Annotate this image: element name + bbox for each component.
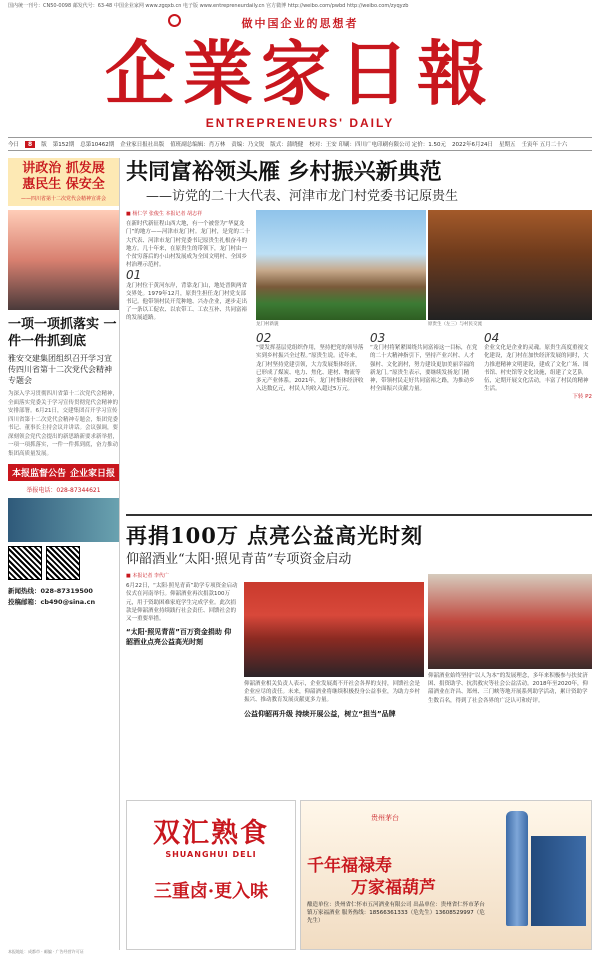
qr-code-icon[interactable]	[8, 546, 42, 580]
info-item: 责编：乃文锐	[231, 142, 265, 148]
story2-column-3: 仰韶酒业始终坚持“以人为本”的发展理念，多年来积极参与扶贫济困、捐资助学、抗洪救灾等社会公益活动。2018年至2020年，仰韶酒业在许昌、郑州、三门峡等地开展系列助学活动，累计资助学生数百名，得到了社会各界的广泛认可和好评。	[428, 673, 588, 704]
left-sidebar	[8, 158, 120, 950]
story-column-4: 04 企业文化是企业的灵魂。原贵生高度重视文化建设，龙门村在加快经济发展的同时，大力推进精神文明建设，建成了文化广场、图书馆、村史馆等文化设施，组建了文艺队伍，定期开展文化活动，丰富了村民的精神生活。 下转 P2	[484, 332, 592, 401]
story-column-3: 03 “龙门村将紧紧围绕共同富裕这一目标，在党的二十大精神指引下，坚持产业兴村、人才强村、文化润村，努力建设更加美丽幸福的新龙门。”原贵生表示，要继续发扬龙门精神，带领村民走好共同富裕之路，为推动乡村全面振兴贡献力量。	[370, 332, 478, 393]
info-item: 版	[41, 142, 47, 148]
promo-sub: ——四川省第十二次党代会精神宣讲会	[20, 196, 106, 202]
ad2-brand: 贵州茅台	[371, 814, 399, 822]
byline: ■ 杨仁学 张俊生 本报记者 胡志祥	[126, 211, 203, 217]
page-count-badge: 8	[25, 141, 35, 148]
issue-info-bar	[8, 137, 592, 151]
promo-banner[interactable]	[8, 158, 119, 206]
section-divider	[126, 514, 592, 516]
story2-pull-quote: “太阳·照见青苗”百万资金捐助 仰韶酒业点亮公益高光时刻	[126, 628, 232, 647]
info-item: 版式：蒲晓健	[270, 142, 304, 148]
qr-code-icon[interactable]	[46, 546, 80, 580]
second-story	[126, 568, 592, 788]
main-content	[126, 158, 592, 718]
sidebar-subhead: 雅安交建集团组织召开学习宣传四川省第十二次党代会精神专题会	[8, 354, 112, 385]
issue-date: 2022年6月24日	[452, 142, 494, 148]
masthead-logo: 企業家日報	[105, 32, 495, 115]
people-photo	[428, 210, 592, 320]
story2-pull-quote-2: 公益仰韶再升级 持续开展公益，树立“担当”品牌	[244, 709, 396, 718]
top-info-line: 国内统一刊号：CN50-0098 邮发代号：63-48 中国企业家网 www.zgqxb.cn 电子版 www.entrepreneurdaily.cn 官方微博 http://weibo.com/pwbd http://weibo.com/zyqyzb	[8, 3, 409, 9]
lead-headline[interactable]: 共同富裕领头雁 乡村振兴新典范	[126, 159, 442, 185]
sidebar-body: 为深入学习贯彻四川省第十二次党代会精神，全面落实党委关于学习宣传贯彻党代会精神的安排部署。6月21日，交建集团召开学习宣传四川省第十二次党代会精神专题会，集团党委书记、董事长主持会议并讲话。会议强调，要深刻领会党代会提出的新思路新要求新举措，一项一项抓落实，一件一件抓到底，奋力推动集团高质量发展。	[8, 391, 119, 457]
sidebar-headline[interactable]: 一项一项抓落实 一件一件抓到底	[8, 317, 117, 349]
masthead	[0, 12, 600, 130]
ceremony-photo	[244, 582, 424, 677]
second-headline[interactable]: 再捐100万 点亮公益高光时刻	[126, 523, 424, 548]
info-item: 总第10462期	[80, 142, 115, 148]
meeting-photo	[8, 210, 119, 310]
promo-line1: 讲政治 抓发展	[22, 161, 105, 176]
footer: 本报地址：成都市 · 邮编 · 广告经营许可证	[8, 949, 84, 954]
shuanghui-ad[interactable]	[126, 800, 296, 950]
ad2-line1: 千年福禄寿	[307, 856, 392, 876]
sidebar-ad[interactable]	[8, 498, 119, 542]
photo-caption: 龙门村新貌	[256, 322, 279, 327]
story-column-2: 02 “要发挥基层党组织作用，坚持把党的领导落实到乡村振兴全过程。”原贵生说。近年来，龙门村坚持党建引领，大力发展集体经济，已形成了煤炭、电力、焦化、建材、物流等多元产业体系。2021年，龙门村集体经济收入达数亿元，村民人均收入超过5万元。	[256, 332, 364, 393]
photo-caption: 原贵生（左三）与村民交流	[428, 322, 482, 327]
promo-line2: 惠民生 保安全	[22, 177, 105, 192]
ad1-brand: 双汇熟食	[153, 818, 269, 849]
story2-column-2: 仰韶酒业相关负责人表示，企业发展离不开社会各界的支持，回馈社会是企业应尽的责任。未来，仰韶酒业将继续积极投身公益事业，为助力乡村振兴、推动教育发展贡献更多力量。 公益仰韶再升级 持续开展公益，树立“担当”品牌	[244, 680, 424, 780]
stage-photo	[428, 574, 592, 669]
masthead-slogan: 做中国企业的思想者	[241, 17, 359, 30]
lead-subhead: ——访党的二十大代表、河津市龙门村党委书记原贵生	[146, 189, 459, 204]
ad1-slogan: 三重卤·更入味	[153, 881, 269, 902]
jump-link[interactable]: 下转 P2	[572, 394, 592, 401]
story-column-1: ■ 杨仁学 张俊生 本报记者 胡志祥 在新时代新征程山西大地，有一个被誉为“华夏龙门”的地方——河津市龙门村。龙门村，是党的二十大代表、河津市龙门村党委书记原贵生扎根奋斗的地方。几十年来，在原贵生的带领下，龙门村由一个贫穷落后的小山村发展成为全国文明村、全国乡村治理示范村。 01 龙门村位于黄河东岸，背靠龙门山，地处晋陕两省交界处。1979年12月，原贵生担任龙门村党支部书记。他带领村民开荒种地、兴办企业，逐步走出了一条以工促农、以农带工、工农互补、共同富裕的发展道路。	[126, 211, 250, 322]
qr-row	[8, 546, 119, 580]
weekday: 星期五	[499, 142, 516, 148]
lunar-date: 壬寅年 五月二十六	[521, 142, 568, 148]
info-item: 校对：王安 印刷：四川广电印刷有限公司 定价：1.50元	[309, 142, 447, 148]
ad1-brand-en: SHUANGHUI DELI	[165, 850, 257, 859]
bottle-image	[506, 811, 528, 926]
gift-box-image	[531, 836, 586, 926]
byline: ■ 本报记者 李代广	[126, 573, 169, 579]
today-label: 今日	[8, 142, 20, 148]
second-subhead: 仰韶酒业“太阳·照见青苗”专项资金启动	[126, 552, 352, 567]
contact-lines	[8, 586, 119, 608]
notice-title: 本报监督公告 企业家日报	[8, 464, 119, 481]
ad2-contact: 酿造单位：贵州省仁怀市五河酒业有限公司 出品单位：贵州省仁怀市茅台镇万家福酒业 服务热线：18566361333（危先生）13608529997（危先生）	[307, 902, 485, 924]
info-item: 企业家日报社出版	[120, 142, 165, 148]
story2-column-1: ■ 本报记者 李代广 6月22日，“太阳·照见青苗”助学专项资金启动仪式在河南举行。仰韶酒业再次捐款100万元，用于资助困难家庭学生完成学业。此次捐款是仰韶酒业持续践行社会责任、回馈社会的又一重要举措。 “太阳·照见青苗”百万资金捐助 仰韶酒业点亮公益高光时刻	[126, 573, 238, 647]
liquor-ad[interactable]	[300, 800, 592, 950]
info-item: 值班副总编辑：肖万林	[170, 142, 226, 148]
ad2-line2: 万家福葫芦	[351, 878, 436, 898]
building-photo	[256, 210, 426, 320]
news-hotline: 新闻热线：028-87319500	[8, 587, 93, 595]
lead-story	[126, 210, 592, 510]
info-item: 第152期	[52, 142, 75, 148]
submit-email[interactable]: 投稿邮箱：cb490@sina.cn	[8, 598, 96, 606]
masthead-logo-en: ENTREPRENEURS' DAILY	[205, 116, 395, 130]
report-hotline: 举报电话：028-87344621	[26, 487, 101, 494]
